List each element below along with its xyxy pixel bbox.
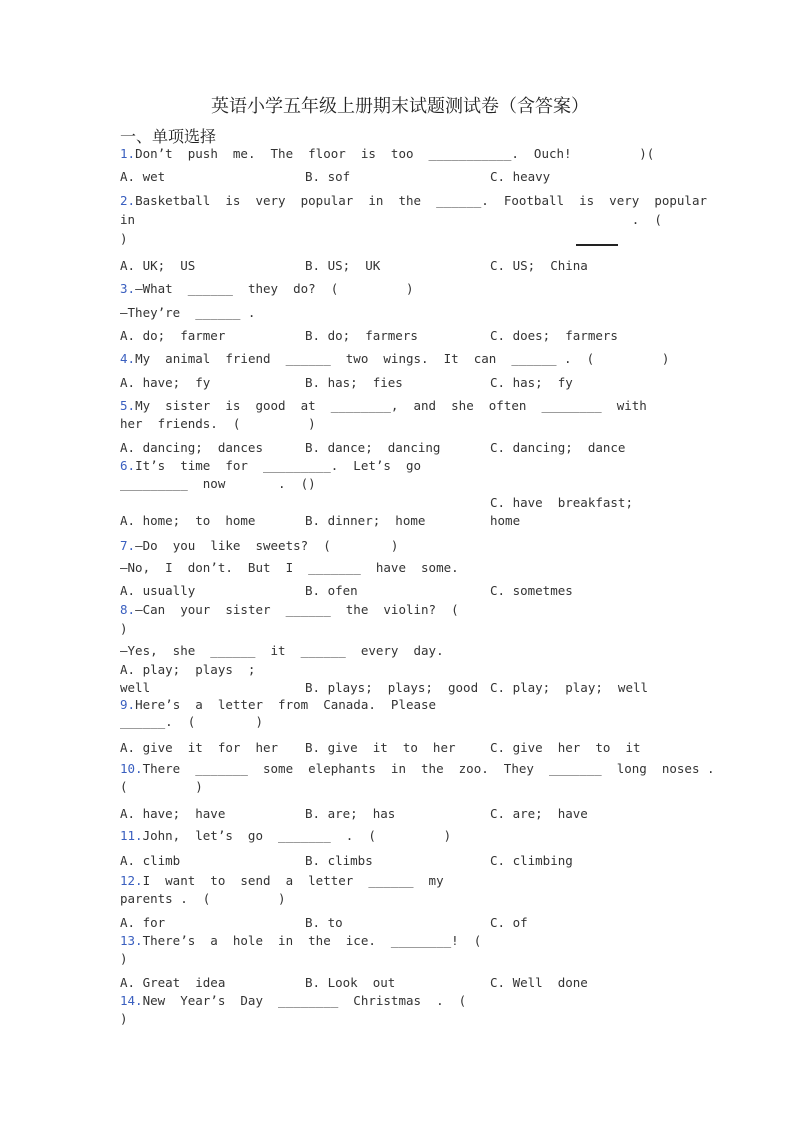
question-9 xyxy=(120,697,436,712)
question-number: 12. xyxy=(120,873,143,888)
question-stem: My animal friend ______ two wings. It can ______ . ( ) xyxy=(135,351,670,366)
question-2 xyxy=(120,193,707,208)
question-stem-cont: ) xyxy=(120,1011,128,1026)
question-stem-cont: in . ( xyxy=(120,212,662,227)
option-c: C. play; play; well xyxy=(490,680,649,695)
option-b: B. do; farmers xyxy=(305,328,418,343)
option-c: C. does; farmers xyxy=(490,328,618,343)
option-a: A. have; fy xyxy=(120,375,211,390)
question-5 xyxy=(120,398,647,413)
option-a: A. play; plays ; xyxy=(120,662,256,677)
section-heading: 一、单项选择 xyxy=(120,127,217,146)
option-c: C. climbing xyxy=(490,853,573,868)
option-a: A. UK; US xyxy=(120,258,196,273)
option-b: B. has; fies xyxy=(305,375,403,390)
option-b: B. ofen xyxy=(305,583,358,598)
option-b: B. are; has xyxy=(305,806,396,821)
option-a: A. do; farmer xyxy=(120,328,226,343)
option-a: A. dancing; dances xyxy=(120,440,263,455)
question-number: 8. xyxy=(120,602,136,617)
option-c: C. has; fy xyxy=(490,375,573,390)
option-c-cont: home xyxy=(490,513,521,528)
question-stem: Don’t push me. The floor is too ___________. Ouch! )( xyxy=(135,146,655,161)
question-13 xyxy=(120,933,481,948)
question-3 xyxy=(120,281,414,296)
question-stem-cont: ) xyxy=(120,231,128,246)
question-number: 11. xyxy=(120,828,143,843)
question-stem-cont: ) xyxy=(120,951,128,966)
question-stem: John, let’s go _______ . ( ) xyxy=(142,828,452,843)
option-a: A. home; to home xyxy=(120,513,256,528)
question-number: 9. xyxy=(120,697,136,712)
question-stem: There’s a hole in the ice. ________! ( xyxy=(142,933,482,948)
question-number: 14. xyxy=(120,993,143,1008)
option-a: A. usually xyxy=(120,583,196,598)
question-stem-cont: ______. ( ) xyxy=(120,714,263,729)
option-b: B. sof xyxy=(305,169,351,184)
question-stem: I want to send a letter ______ my xyxy=(142,873,444,888)
question-number: 3. xyxy=(120,281,136,296)
question-stem-cont: parents . ( ) xyxy=(120,891,286,906)
question-stem-cont: her friends. ( ) xyxy=(120,416,316,431)
question-number: 2. xyxy=(120,193,136,208)
option-b: B. give it to her xyxy=(305,740,456,755)
question-number: 13. xyxy=(120,933,143,948)
question-number: 1. xyxy=(120,146,136,161)
question-stem-cont: _________ now . () xyxy=(120,476,316,491)
question-stem-cont: ( ) xyxy=(120,779,203,794)
question-stem: —What ______ they do? ( ) xyxy=(135,281,414,296)
option-c: C. Well done xyxy=(490,975,588,990)
question-7 xyxy=(120,538,398,553)
question-stem: Here’s a letter from Canada. Please xyxy=(135,697,437,712)
question-number: 10. xyxy=(120,761,143,776)
option-c: C. heavy xyxy=(490,169,551,184)
question-stem: —Do you like sweets? ( ) xyxy=(135,538,399,553)
option-c: C. give her to it xyxy=(490,740,641,755)
option-b: B. plays; plays; good xyxy=(305,680,479,695)
option-a: A. for xyxy=(120,915,166,930)
option-a: A. give it for her xyxy=(120,740,279,755)
option-b: B. Look out xyxy=(305,975,396,990)
question-stem: —Can your sister ______ the violin? ( xyxy=(135,602,459,617)
option-a: A. wet xyxy=(120,169,166,184)
option-c: C. have breakfast; xyxy=(490,495,633,510)
option-a: A. have; have xyxy=(120,806,226,821)
question-stem: There _______ some elephants in the zoo. They _______ long noses . xyxy=(142,761,715,776)
question-number: 5. xyxy=(120,398,136,413)
question-stem: It’s time for _________. Let’s go xyxy=(135,458,422,473)
exam-title: 英语小学五年级上册期末试题测试卷（含答案） xyxy=(211,96,589,117)
option-a: A. Great idea xyxy=(120,975,226,990)
question-8 xyxy=(120,602,459,617)
question-stem: Basketball is very popular in the ______. Football is very popular xyxy=(135,193,708,208)
question-stem: My sister is good at ________, and she often ________ with xyxy=(135,398,647,413)
option-b: B. to xyxy=(305,915,343,930)
question-stem: New Year’s Day ________ Christmas . ( xyxy=(142,993,467,1008)
option-b: B. climbs xyxy=(305,853,373,868)
question-11 xyxy=(120,828,451,843)
option-a-cont: well xyxy=(120,680,151,695)
option-c: C. of xyxy=(490,915,528,930)
question-stem-cont: —Yes, she ______ it ______ every day. xyxy=(120,643,444,658)
option-b: B. dinner; home xyxy=(305,513,426,528)
option-c: C. sometmes xyxy=(490,583,573,598)
question-stem-cont: ) xyxy=(120,621,128,636)
question-number: 7. xyxy=(120,538,136,553)
answer-underline xyxy=(576,244,618,246)
question-stem-cont: —They’re ______ . xyxy=(120,305,256,320)
option-c: C. dancing; dance xyxy=(490,440,626,455)
question-4 xyxy=(120,351,669,366)
option-c: C. US; China xyxy=(490,258,588,273)
question-number: 4. xyxy=(120,351,136,366)
option-b: B. dance; dancing xyxy=(305,440,441,455)
question-12 xyxy=(120,873,444,888)
option-b: B. US; UK xyxy=(305,258,381,273)
question-6 xyxy=(120,458,421,473)
option-a: A. climb xyxy=(120,853,181,868)
question-10 xyxy=(120,761,715,776)
question-14 xyxy=(120,993,466,1008)
question-stem-cont: —No, I don’t. But I _______ have some. xyxy=(120,560,459,575)
question-1 xyxy=(120,146,654,161)
option-c: C. are; have xyxy=(490,806,588,821)
question-number: 6. xyxy=(120,458,136,473)
